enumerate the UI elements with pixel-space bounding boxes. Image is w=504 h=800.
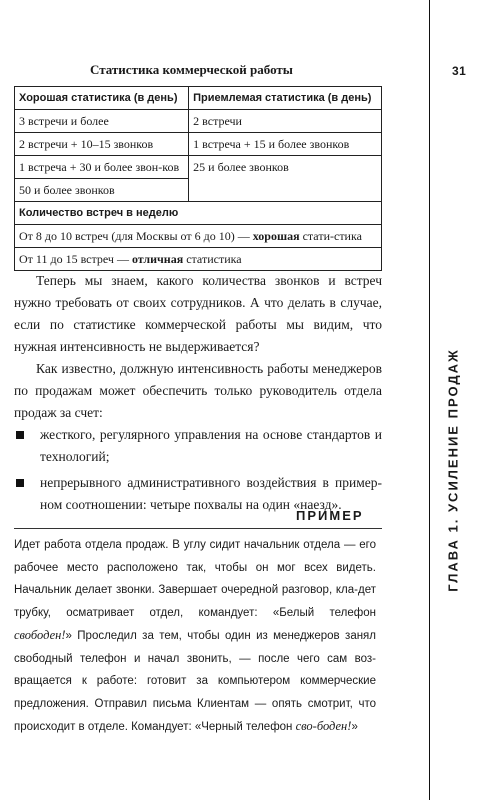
page-number: 31	[452, 64, 467, 78]
statistics-table	[14, 86, 382, 271]
weekly-emphasis: отличная	[131, 252, 184, 266]
square-bullet-icon	[16, 431, 24, 439]
example-italic: сво-боден!	[295, 719, 352, 733]
weekly-text: От 11 до 15 встреч —	[19, 252, 132, 266]
table-cell: 2 встречи	[189, 110, 382, 133]
bullet-list	[14, 424, 382, 520]
table-title: Статистика коммерческой работы	[90, 62, 293, 77]
weekly-meetings-header: Количество встреч в неделю	[15, 202, 382, 225]
table-row-weekly-excellent	[15, 248, 382, 271]
example-divider	[14, 528, 382, 529]
table-cell: 1 встреча + 15 и более звонков	[189, 133, 382, 156]
table-cell: 50 и более звонков	[15, 179, 189, 202]
paragraph: Как известно, должную интенсивность работы менеджеров по продажам может обеспечить только руководитель отдела продаж за счет:	[14, 361, 382, 420]
square-bullet-icon	[16, 479, 24, 487]
chapter-tab	[445, 230, 461, 710]
acceptable-stats-header: Приемлемая статистика (в день)	[189, 87, 382, 110]
side-divider-line	[429, 0, 430, 800]
table-cell: 2 встречи + 10–15 звонков	[15, 133, 189, 156]
weekly-text: статистика	[183, 252, 242, 266]
weekly-text: стати-стика	[299, 229, 362, 243]
good-stats-header: Хорошая статистика (в день)	[15, 87, 189, 110]
example-heading: ПРИМЕР	[296, 508, 364, 523]
list-item-text: непрерывного административного воздействия в пример-ном соотношении: четыре похвалы на один «наезд».	[40, 475, 382, 512]
table-cell: 1 встреча + 30 и более звон-ков	[15, 156, 189, 179]
example-text-part: Идет работа отдела продаж. В углу сидит начальник отдела — его рабочее место расположено так, чтобы он мог всех видеть. Начальник делает звонки. Завершает очередной разговор, кла-дет трубку, осматривает отдел, командует: «Белый телефон	[14, 539, 376, 619]
list-item-text: жесткого, регулярного управления на основе стандартов и технологий;	[40, 427, 382, 464]
table-cell: 25 и более звонков	[189, 156, 382, 202]
table-row-weekly-good	[15, 225, 382, 248]
example-text	[14, 534, 376, 739]
weekly-emphasis: хорошая	[252, 229, 300, 243]
paragraph: Теперь мы знаем, какого количества звонков и встреч нужно требовать от своих сотрудников. А что делать в случае, если по статистике коммерческой работы мы видим, что нужная интенсивность не выдерживается?	[14, 273, 382, 354]
example-italic: свободен!	[14, 628, 66, 642]
list-item	[14, 424, 382, 468]
example-text-part: » Проследил за тем, чтобы один из менеджеров занял свободный телефон и начал звонить, — после чего сам воз-вращается к работе: готовит за компьютером коммерческие предложения. Отправил письма Клиентам — опять смотрит, что происходит в отделе. Командует: «Черный телефон	[14, 630, 376, 733]
chapter-title: ГЛАВА 1. УСИЛЕНИЕ ПРОДАЖ	[445, 348, 461, 592]
weekly-text: От 8 до 10 встреч (для Москвы от 6 до 10) —	[19, 229, 253, 243]
example-text-part: »	[351, 721, 358, 733]
table-cell: 3 встречи и более	[15, 110, 189, 133]
